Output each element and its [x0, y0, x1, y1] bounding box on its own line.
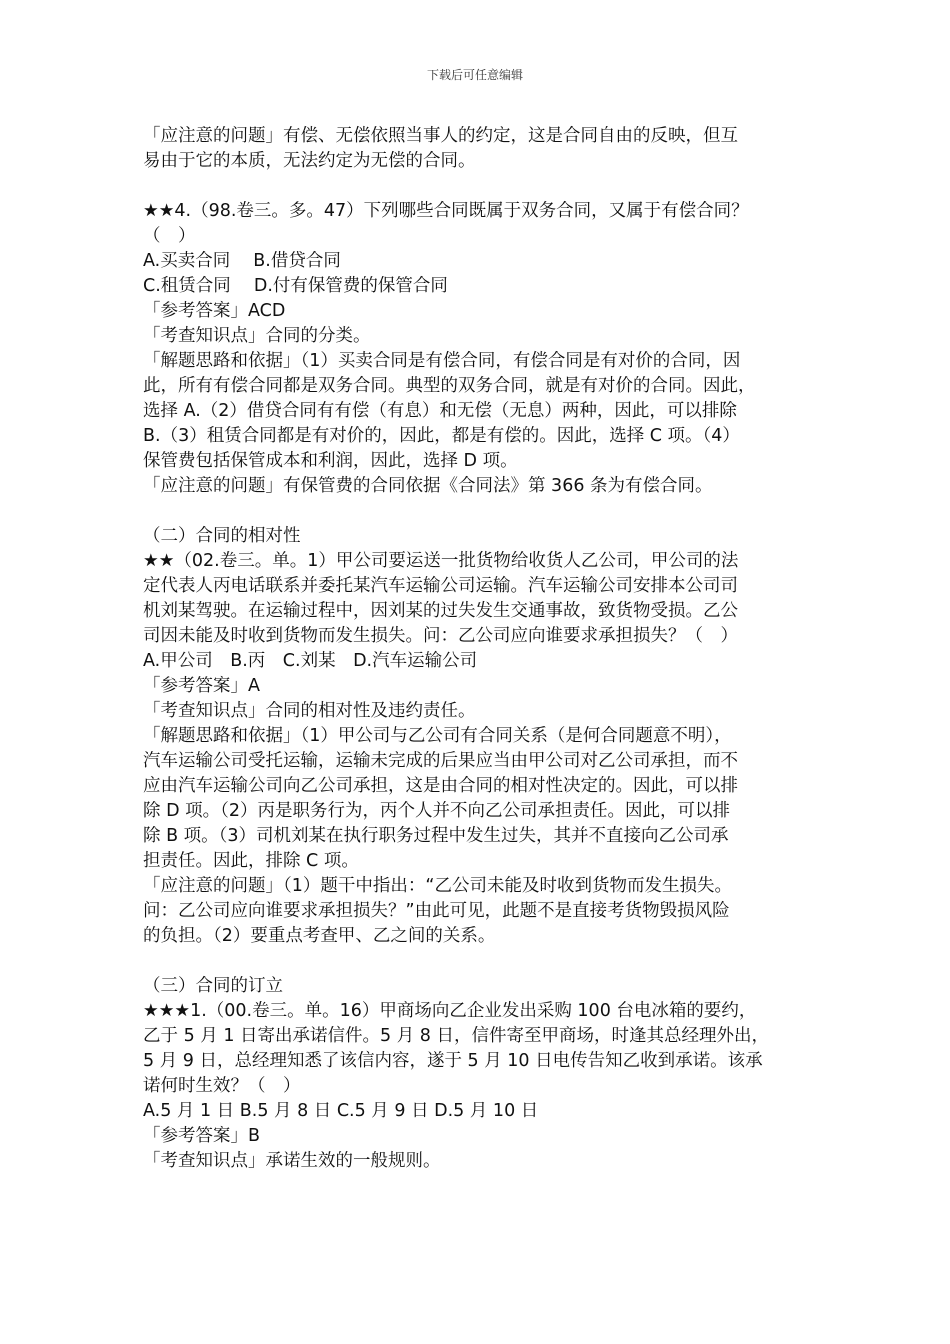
- text-line: 保管费包括保管成本和利润，因此，选择 D 项。: [143, 451, 518, 471]
- text-line: 诺何时生效？（ ）: [143, 1076, 301, 1096]
- text-line: 机刘某驾驶。在运输过程中，因刘某的过失发生交通事故，致货物受损。乙公: [143, 601, 738, 621]
- blank-line: [143, 499, 818, 524]
- text-line: 「考查知识点」承诺生效的一般规则。: [143, 1151, 441, 1171]
- text-line: 「参考答案」ACD: [143, 301, 286, 321]
- text-line: A.5 月 1 日 B.5 月 8 日 C.5 月 9 日 D.5 月 10 日: [143, 1101, 539, 1121]
- document-body: [143, 124, 818, 1174]
- text-line: 「考查知识点」合同的分类。: [143, 326, 371, 346]
- text-line: ★★4.（98.卷三。多。47）下列哪些合同既属于双务合同，又属于有偿合同？: [143, 201, 749, 221]
- text-line: 问：乙公司应向谁要求承担损失？”由此可见，此题不是直接考货物毁损风险: [143, 901, 730, 921]
- text-line: 除 D 项。（2）丙是职务行为，丙个人并不向乙公司承担责任。因此，可以排: [143, 801, 730, 821]
- text-line: 「应注意的问题」（1）题干中指出：“乙公司未能及时收到货物而发生损失。: [143, 876, 732, 896]
- text-line: 定代表人丙电话联系并委托某汽车运输公司运输。汽车运输公司安排本公司司: [143, 576, 738, 596]
- text-line: 「参考答案」A: [143, 676, 260, 696]
- text-line: C.租赁合同 D.付有保管费的保管合同: [143, 276, 448, 296]
- blank-line: [143, 949, 818, 974]
- text-line: ★★（02.卷三。单。1）甲公司要运送一批货物给收货人乙公司，甲公司的法: [143, 551, 739, 571]
- text-line: （二）合同的相对性: [143, 526, 301, 546]
- text-line: 5 月 9 日，总经理知悉了该信内容，遂于 5 月 10 日电传告知乙收到承诺。该承: [143, 1051, 763, 1071]
- text-line: 「考查知识点」合同的相对性及违约责任。: [143, 701, 476, 721]
- text-line: 乙于 5 月 1 日寄出承诺信件。5 月 8 日，信件寄至甲商场，时逢其总经理外出，: [143, 1026, 769, 1046]
- page-header: 下载后可任意编辑: [426, 68, 523, 82]
- text-line: 选择 A.（2）借贷合同有有偿（有息）和无偿（无息）两种，因此，可以排除: [143, 401, 737, 421]
- text-line: 的负担。（2）要重点考查甲、乙之间的关系。: [143, 926, 496, 946]
- text-line: 易由于它的本质，无法约定为无偿的合同。: [143, 151, 476, 171]
- text-line: A.甲公司 B.丙 C.刘某 D.汽车运输公司: [143, 651, 478, 671]
- text-line: A.买卖合同 B.借贷合同: [143, 251, 341, 271]
- text-line: 「解题思路和依据」（1）甲公司与乙公司有合同关系（是何合同题意不明），: [143, 726, 732, 746]
- text-line: （三）合同的订立: [143, 976, 283, 996]
- text-line: （ ）: [143, 226, 196, 246]
- text-line: 司因未能及时收到货物而发生损失。问：乙公司应向谁要求承担损失？（ ）: [143, 626, 738, 646]
- text-line: 「应注意的问题」有偿、无偿依照当事人的约定，这是合同自由的反映，但互: [143, 126, 738, 146]
- text-line: 「应注意的问题」有保管费的合同依据《合同法》第 366 条为有偿合同。: [143, 476, 713, 496]
- text-line: 「解题思路和依据」（1）买卖合同是有偿合同，有偿合同是有对价的合同，因: [143, 351, 741, 371]
- text-line: 担责任。因此，排除 C 项。: [143, 851, 359, 871]
- text-line: ★★★1.（00.卷三。单。16）甲商场向乙企业发出采购 100 台电冰箱的要约，: [143, 1001, 757, 1021]
- text-line: B.（3）租赁合同都是有对价的，因此，都是有偿的。因此，选择 C 项。（4）: [143, 426, 740, 446]
- text-line: 除 B 项。（3）司机刘某在执行职务过程中发生过失，其并不直接向乙公司承: [143, 826, 729, 846]
- text-line: 「参考答案」B: [143, 1126, 261, 1146]
- text-line: 汽车运输公司受托运输，运输未完成的后果应当由甲公司对乙公司承担，而不: [143, 751, 738, 771]
- blank-line: [143, 174, 818, 199]
- text-line: 应由汽车运输公司向乙公司承担，这是由合同的相对性决定的。因此，可以排: [143, 776, 738, 796]
- text-line: 此，所有有偿合同都是双务合同。典型的双务合同，就是有对价的合同。因此，: [143, 376, 756, 396]
